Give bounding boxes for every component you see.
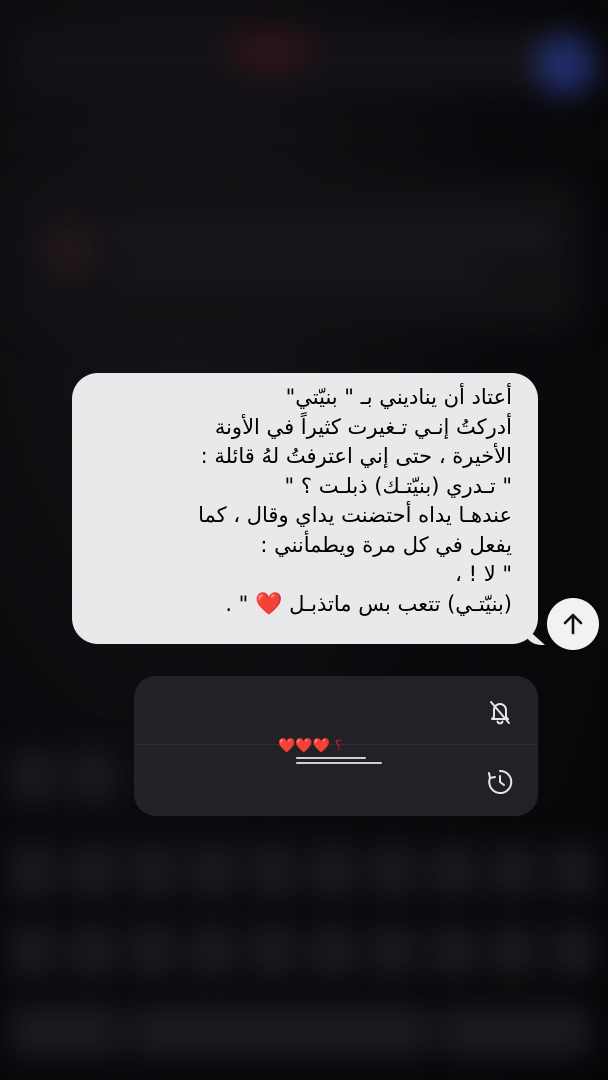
arrow-up-button[interactable] (547, 598, 599, 650)
timer-icon (485, 767, 515, 797)
message-line: يفعل في كل مرة ويطمأنني : (260, 532, 512, 557)
timer-button[interactable] (478, 762, 522, 802)
message-line: عندهـا يداه أحتضنت يداي وقال ، كما (198, 503, 512, 527)
heart-icon: ❤️ (255, 591, 283, 617)
underline (296, 762, 382, 764)
message-line: " لا ! ، (455, 562, 512, 586)
message-line: الأخيرة ، حتى إني اعترفتُ لهُ قائلة : (200, 444, 512, 468)
bell-slash-icon (485, 697, 515, 727)
message-line: أعتاد أن يناديني بـ " بنيّتي" (285, 385, 512, 409)
underline (296, 757, 366, 759)
message-line: " تـدري (بنيّتـك) ذبلـت ؟ " (284, 473, 512, 498)
message-line: أدركتُ إنـي تـغيرت كثيراً في الأونة (214, 414, 512, 439)
message-line: " . (225, 591, 249, 616)
message-line: (بنيّتـي) تتعب بس ماتذبـل (289, 591, 512, 616)
reaction-hearts: ❤️❤️❤️ ؟ (278, 738, 343, 754)
mute-button[interactable] (478, 692, 522, 732)
message-bubble[interactable] (72, 373, 538, 644)
message-line-last (92, 590, 512, 620)
arrow-up-icon (560, 611, 586, 637)
